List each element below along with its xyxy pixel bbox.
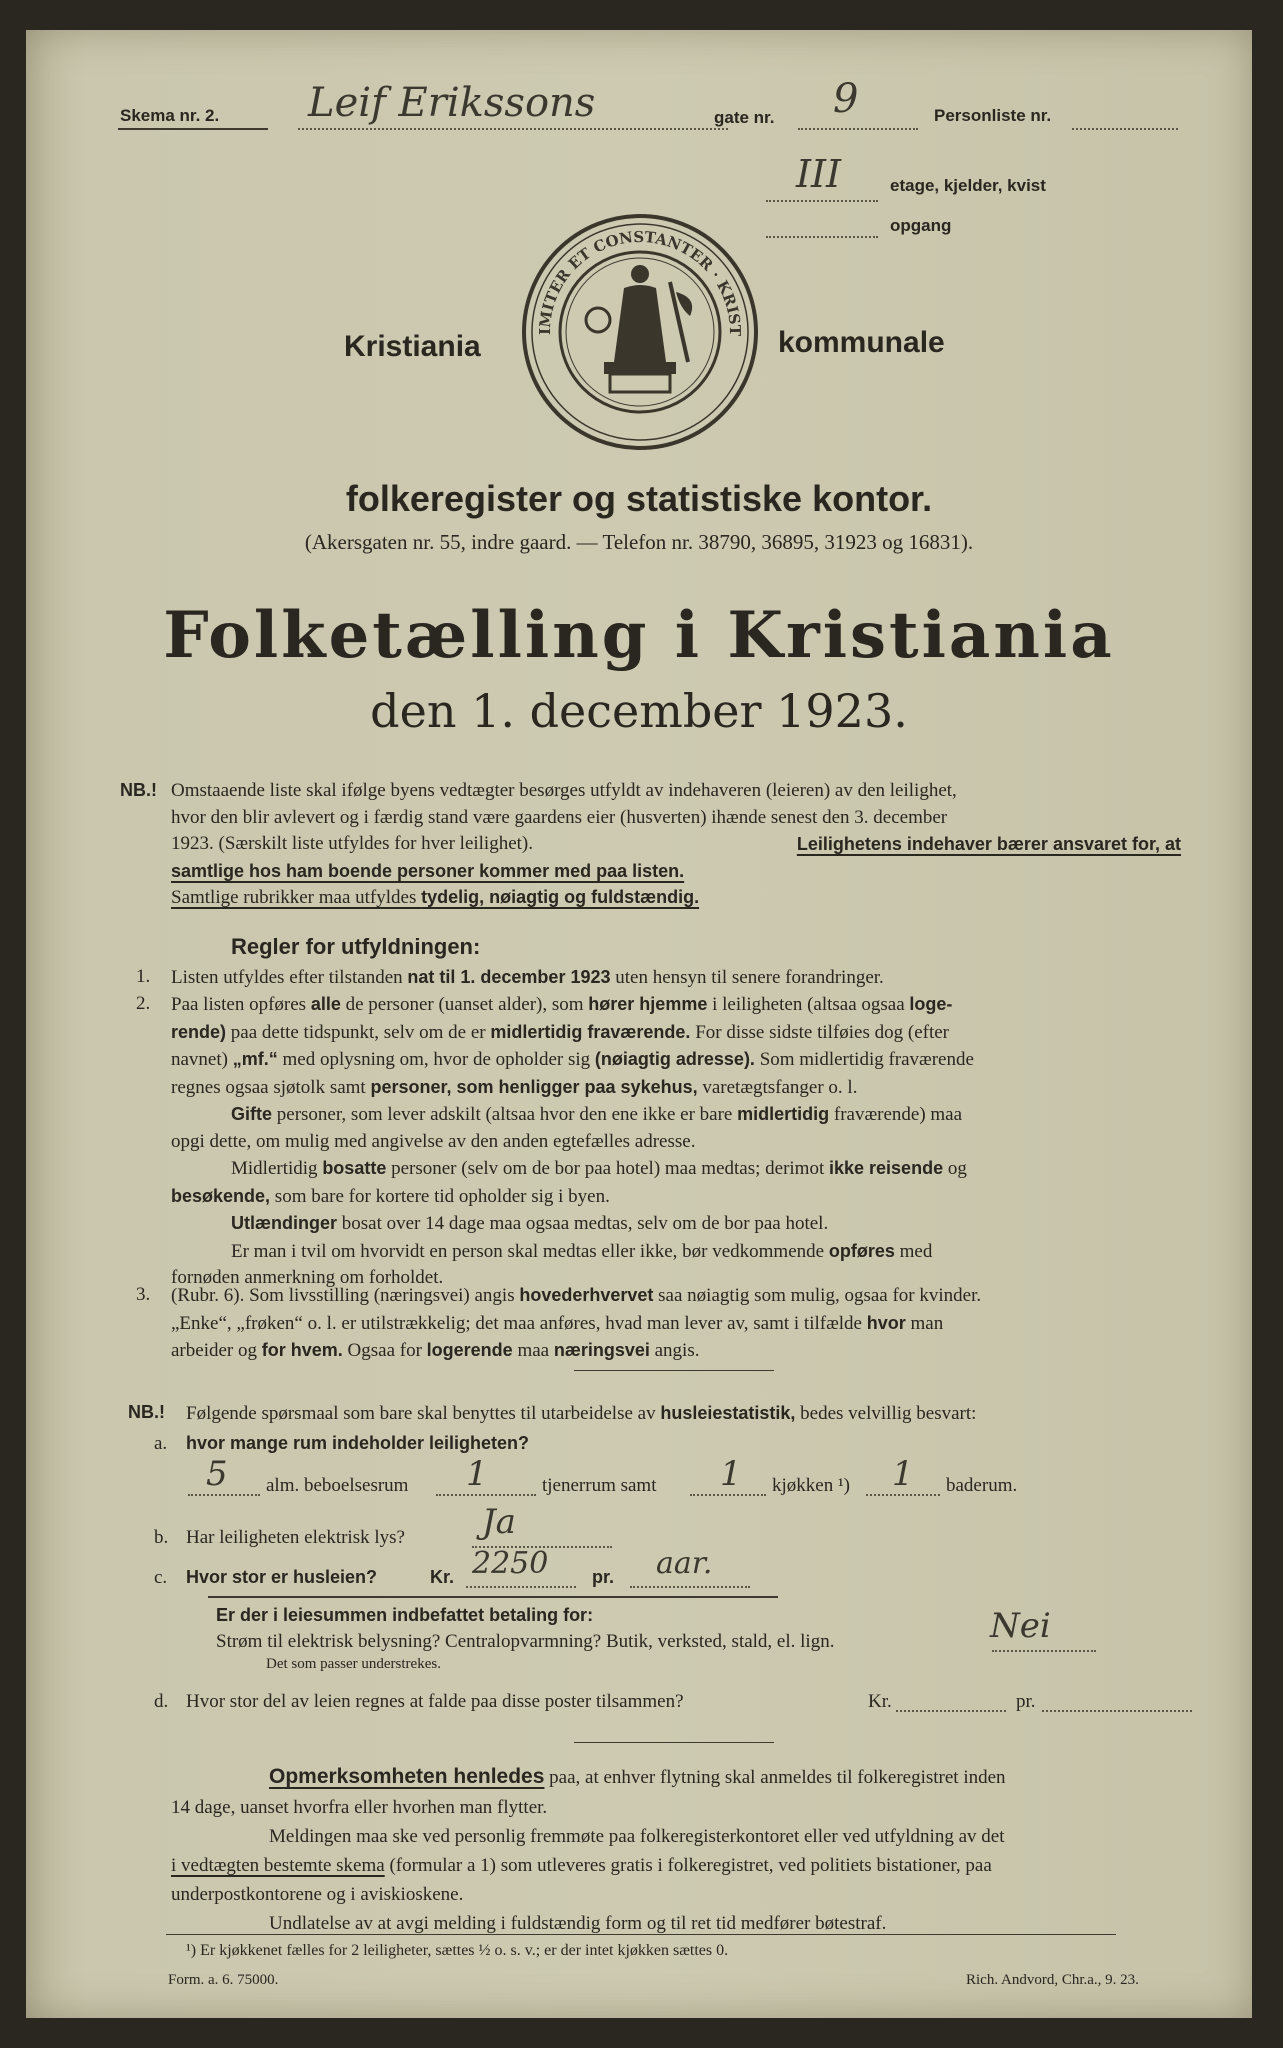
nb2-label: NB.! [128,1402,165,1422]
rooms-count-handwritten: 5 [206,1454,228,1494]
street-name-handwritten: Leif Erikssons [308,80,596,126]
gate-label: gate nr. [714,108,775,127]
question-c-label: c. [154,1567,168,1588]
attention-paragraph [171,1762,1193,1792]
nb1-line-5 [171,884,1181,912]
rule-2-line: Utlændinger bosat over 14 dage maa ogsaa medtas, selv om de bor paa hotel. [231,1213,829,1234]
electric-light-answer-handwritten: Ja [482,1502,516,1542]
rule-2-line: regnes ogsaa sjøtolk samt personer, som henligger paa sykehus, varetægtsfanger o. l. [171,1076,858,1098]
footnote: ¹) Er kjøkkenet fælles for 2 leiligheter, sættes ½ o. s. v.; er der intet kjøkken sættes 0. [186,1942,729,1959]
rule-2-line: fornøden anmerkning om forholdet. [171,1267,444,1288]
rent-kr-label: Kr. [430,1567,455,1587]
bath-label: baderum. [946,1475,1018,1496]
rule-2-line: Gifte personer, som lever adskilt (altsaa hvor den ene ikke er bare midlertidig fraværende) maa [231,1104,963,1125]
attention-schema-ref: i vedtægten bestemte skema [171,1855,385,1876]
servant-label: tjenerrum samt [542,1475,657,1496]
kitchen-field [690,1494,766,1496]
rent-pr-label: pr. [592,1567,615,1587]
rent-period-handwritten: aar. [656,1546,713,1581]
included-items: Strøm til elektrisk belysning? Centralopvarmning? Butik, verksted, stald, el. lign. [216,1631,835,1652]
included-answer-handwritten: Nei [990,1606,1051,1646]
attention-line [171,1851,1193,1880]
bath-count-handwritten: 1 [892,1454,914,1494]
question-a: hvor mange rum indeholder leiligheten? [186,1433,530,1453]
rule-1-date: nat til 1. december 1923 [407,967,611,987]
floor-field [766,200,878,202]
nb1-label: NB.! [120,780,157,800]
main-title: Folketælling i Kristiania [163,598,1115,673]
personliste-label: Personliste nr. [934,106,1052,125]
city-seal [520,212,760,452]
schema-underline [118,128,268,130]
nb1-line: Omstaaende liste skal ifølge byens vedtægter besørges utfyldt av indehaveren (leieren) av den leilighet, [171,780,957,801]
rule-2-line: rende) paa dette tidspunkt, selv om de er midlertidig fraværende. For disse sidste tilføies dog (efter [171,1021,950,1043]
kitchen-label: kjøkken ¹) [772,1475,850,1496]
kommunale-word: kommunale [778,326,945,359]
rule-2-line: navnet) „mf.“ med oplysning om, hvor de opholder sig (nøiagtig adresse). Som midlertidig fraværende [171,1049,974,1070]
rule-1 [171,964,1181,992]
rent-amount-handwritten: 2250 [472,1546,549,1581]
attention-text: (formular a 1) som utleveres gratis i folkeregistret, ved politiets bistationer, paa [384,1855,992,1876]
seal-text: IMITER ET CONSTANTER · KRIST [535,227,745,337]
nb1-line: hvor den blir avlevert og i færdig stand være gaardens eier (husverten) ihænde senest den 3. december [171,806,948,828]
gate-number-handwritten: 9 [833,76,859,122]
question-c: Hvor stor er husleien? [186,1567,378,1587]
attention-line: 14 dage, uanset hvorfra eller hvorhen man flytter. [171,1797,548,1818]
kristiania-word: Kristiania [344,330,481,363]
etage-label: etage, kjelder, kvist [890,176,1046,195]
rule-2-line: Er man i tvil om hvorvidt en person skal medtas eller ikke, bør vedkommende opføres med [231,1240,933,1262]
rooms-label: alm. beboelsesrum [266,1475,409,1496]
d-kr-label: Kr. [868,1691,892,1712]
opgang-label: opgang [890,216,952,235]
nb1-line-4: samtlige hos ham boende personer kommer med paa listen. [171,860,685,881]
rules-heading: Regler for utfyldningen: [231,934,481,959]
attention-continued [171,1793,1193,1938]
printer-credit: Rich. Andvord, Chr.a., 9. 23. [966,1972,1139,1988]
rule-3-line: „Enke“, „frøken“ o. l. er utilstrækkelig; det maa anføres, hvad man lever av, samt i tilfælde hvor man [171,1312,944,1334]
servant-field [436,1494,536,1496]
form-number: Form. a. 6. 75000. [168,1972,279,1988]
rooms-field [188,1494,260,1496]
d-pr-field [1042,1710,1192,1712]
rule-2-line: besøkende, som bare for kortere tid opholder sig i byen. [171,1185,610,1207]
nb1-line-3a: 1923. (Særskilt liste utfyldes for hver leilighet). [171,833,534,854]
kitchen-count-handwritten: 1 [720,1454,742,1494]
opgang-field [766,236,878,238]
question-a-label: a. [154,1433,168,1454]
main-subtitle-date: den 1. december 1923. [370,684,908,738]
seal-emblem-icon [520,212,760,452]
attention-line: Undlatelse av at avgi melding i fuldstændig form og til ret tid medfører bøtestraf. [269,1913,887,1934]
nb1-line-5a: Samtlige rubrikker maa utfyldes [171,887,422,908]
rule-2-line: Paa listen opføres alle de personer (uanset alder), som hører hjemme i leiligheten (altsaa ogsaa loge- [171,994,953,1015]
bath-field [866,1494,940,1496]
rule-2-line: opgi dette, om mulig med angivelse av den anden egtefælles adresse. [171,1130,696,1152]
attention-heading: Opmerksomheten henledes [269,1765,545,1788]
rent-period-field [630,1586,750,1588]
rule-3-number: 3. [136,1284,151,1305]
office-title: folkeregister og statistiske kontor. [345,478,933,519]
included-heading: Er der i leiesummen indbefattet betaling for: [216,1605,594,1625]
question-d: Hvor stor del av leien regnes at falde paa disse poster tilsammen? [186,1691,684,1712]
rule-1-number: 1. [136,966,151,987]
servant-count-handwritten: 1 [466,1454,488,1494]
rule-2-number: 2. [136,993,151,1014]
census-form-sheet [26,30,1252,2018]
schema-label: Skema nr. 2. [120,106,220,125]
attention-text: paa, at enhver flytning skal anmeldes til folkeregistret inden [544,1767,1006,1788]
nb1-line-3 [171,831,1181,858]
office-address: (Akersgaten nr. 55, indre gaard. — Telefon nr. 38790, 36895, 31923 og 16831). [304,530,974,554]
personliste-field [1072,128,1178,130]
rent-amount-field [466,1586,576,1588]
rent-underline [208,1596,778,1598]
nb1-responsibility: Leilighetens indehaver bærer ansvaret for, at [796,834,1181,854]
question-d-label: d. [154,1691,169,1712]
section-divider [574,1370,774,1371]
rule-1-text-end: uten hensyn til senere forandringer. [610,967,884,988]
rule-3 [171,1282,1181,1365]
gate-number-field [798,128,918,130]
d-kr-field [896,1710,1006,1712]
attention-line: underpostkontorene og i aviskioskene. [171,1884,464,1905]
rule-1-text: Listen utfyldes efter tilstanden [171,967,408,988]
floor-handwritten: III [796,152,842,196]
rule-2-line: Midlertidig bosatte personer (selv om de bor paa hotel) maa medtas; derimot ikke reisende og [231,1158,967,1179]
question-b: Har leiligheten elektrisk lys? [186,1527,405,1548]
nb1-paragraph [171,778,1181,912]
question-b-label: b. [154,1527,169,1548]
attention-line [171,1762,1193,1792]
nb1-line-5b: tydelig, nøiagtig og fuldstændig. [421,887,700,907]
d-pr-label: pr. [1016,1691,1036,1712]
underline-note: Det som passer understrekes. [266,1656,441,1672]
footnote-divider [166,1934,1116,1935]
nb2-intro: Følgende spørsmaal som bare skal benyttes til utarbeidelse av husleiestatistik, bedes velvillig besvart: [186,1403,977,1424]
rule-3-line: (Rubr. 6). Som livsstilling (næringsvei) angis hovederhvervet saa nøiagtig som mulig, ogsaa for kvinder. [171,1285,982,1306]
attention-line: Meldingen maa ske ved personlig fremmøte paa folkeregisterkontoret eller ved utfyldning av det [269,1826,1005,1847]
included-field [992,1650,1096,1652]
street-name-field [298,128,728,130]
rule-2 [171,991,1181,1292]
rule-3-line: arbeider og for hvem. Ogsaa for logerende maa næringsvei angis. [171,1340,700,1361]
section-divider [574,1742,774,1743]
